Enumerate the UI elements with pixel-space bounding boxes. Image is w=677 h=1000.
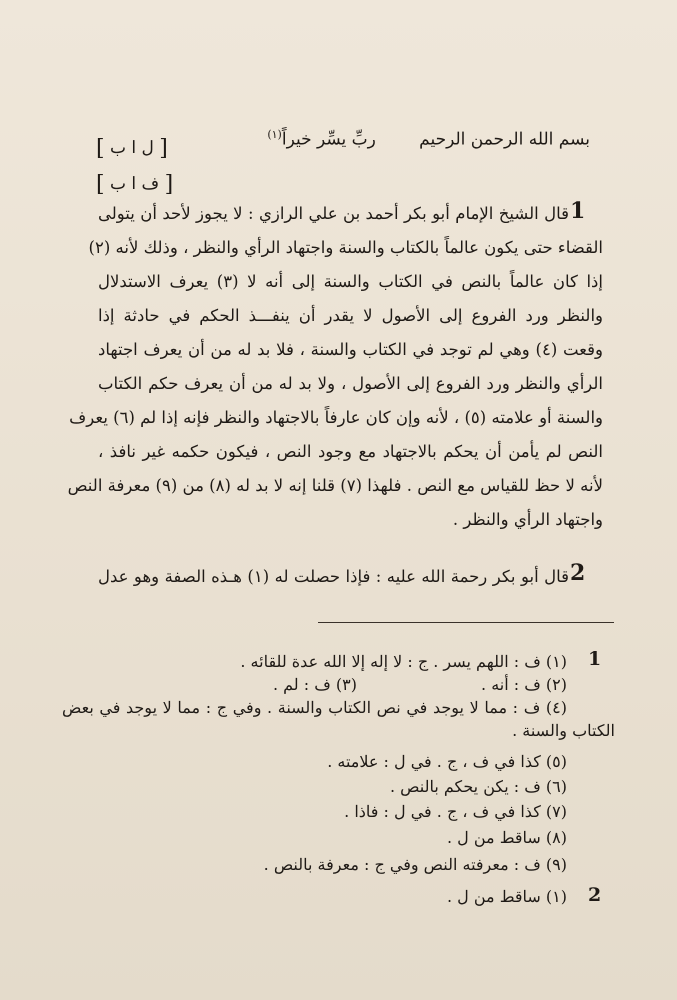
footnote: الكتاب والسنة . — [512, 721, 615, 740]
footnote: (٨) ساقط من ل . — [446, 828, 567, 847]
footnote: (٢) ف : أنه . — [481, 675, 567, 694]
text-line: النص لم يأمن أن يحكم بالاجتهاد مع وجود النص ، فيكون حكمه غير نافذ ، — [98, 442, 603, 461]
footnote: (١) ساقط من ل . — [446, 887, 567, 906]
basmala: بسم الله الرحمن الرحيم — [419, 129, 590, 150]
footnote: (٤) ف : مما لا يوجد في نص الكتاب والسنة . وفي ج : مما لا يوجد في بعض — [62, 698, 567, 717]
footnote: (٦) ف : يكن يحكم بالنص . — [389, 777, 567, 796]
text-line: قال الشيخ الإمام أبو بكر أحمد بن علي الرازي : لا يجوز لأحد أن يتولى — [98, 204, 569, 223]
footnote: (٥) كذا في ف ، ج . في ل : علامته . — [327, 752, 567, 771]
text-line: والنظر ورد الفروع إلى الأصول لا يقدر أن ينفـــذ الحكم في حادثة إذا — [98, 306, 603, 325]
text-line: وقعت (٤) وهي لم توجد في الكتاب والسنة ، فلا بد له من أن يعرف اجتهاد — [98, 340, 604, 359]
footnote: (٣) ف : لم . — [272, 675, 357, 694]
text-line: واجتهاد الرأي والنظر . — [452, 510, 603, 529]
footnote-group-number: 1 — [588, 648, 602, 670]
manuscript-sigla-1: [ ل ا ب ] — [96, 136, 168, 161]
paragraph-number: 2 — [570, 560, 586, 586]
footnote-separator — [318, 622, 614, 623]
manuscript-sigla-2: [ ف ا ب ] — [96, 172, 174, 197]
paragraph-1 — [67, 197, 604, 537]
text-line: والسنة أو علامته (٥) ، لأنه وإن كان عارفاً بالاجتهاد والنظر فإنه إذا لم (٦) يعرف — [69, 408, 603, 427]
invocation: ربِّ يسِّر خيراً — [281, 129, 376, 150]
text-line: القضاء حتى يكون عالماً بالكتاب والسنة واجتهاد الرأي والنظر ، وذلك لأنه (٢) — [88, 238, 603, 257]
footnote: (٩) ف : معرفته النص وفي ج : معرفة بالنص . — [263, 855, 567, 874]
footnote: (١) ف : اللهم يسر . ج : لا إله إلا الله عدة للقائه . — [240, 652, 567, 671]
page-header — [250, 128, 590, 150]
paragraph-2 — [98, 560, 603, 594]
paragraph-number: 1 — [570, 198, 586, 224]
text-line: قال أبو بكر رحمة الله عليه : فإذا حصلت له (١) هـذه الصفة وهو عدل — [98, 567, 570, 586]
footnote: (٧) كذا في ف ، ج . في ل : فاذا . — [344, 802, 567, 821]
footnote-group-number: 2 — [588, 884, 602, 906]
invocation-footnote-ref: (١) — [267, 128, 282, 141]
text-line: إذا كان عالماً بالنص في الكتاب والسنة إلى أنه لا (٣) يعرف الاستدلال — [98, 272, 603, 291]
text-line: لأنه لا حظ للقياس مع النص . فلهذا (٧) قلنا إنه لا بد له (٨) من (٩) معرفة النص — [67, 476, 603, 495]
text-line: الرأي والنظر ورد الفروع إلى الأصول ، ولا بد له من أن يعرف حكم الكتاب — [98, 374, 603, 393]
